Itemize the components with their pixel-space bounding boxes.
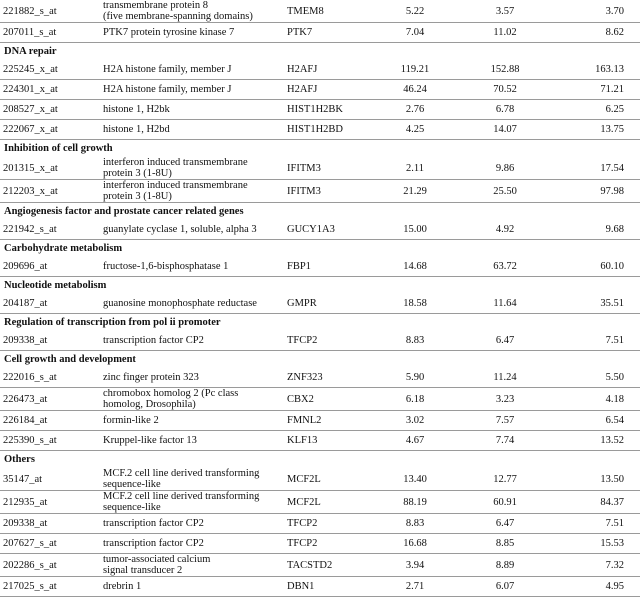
value-cell-2: 8.89 [460, 554, 550, 577]
gene-symbol-cell: GUCY1A3 [280, 220, 370, 240]
table-row [0, 180, 640, 203]
value-cell-1: 119.21 [370, 60, 460, 80]
gene-symbol-cell: PTK7 [280, 23, 370, 43]
value-cell-3: 3.70 [550, 0, 640, 23]
probe-id-cell: 226473_at [0, 388, 100, 411]
value-cell-1: 2.11 [370, 157, 460, 180]
probe-id-cell: 204187_at [0, 294, 100, 314]
gene-symbol-cell: H2AFJ [280, 60, 370, 80]
value-cell-2: 11.24 [460, 368, 550, 388]
table-row [0, 157, 640, 180]
value-cell-1: 13.40 [370, 468, 460, 491]
description-cell: guanylate cyclase 1, soluble, alpha 3 [100, 220, 280, 240]
probe-id-cell: 226184_at [0, 411, 100, 431]
gene-symbol-cell: DBN1 [280, 577, 370, 597]
section-header-row [0, 240, 640, 258]
value-cell-1: 3.94 [370, 554, 460, 577]
section-header-row [0, 314, 640, 332]
value-cell-3: 97.98 [550, 180, 640, 203]
value-cell-3: 71.21 [550, 80, 640, 100]
probe-id-cell: 217025_s_at [0, 577, 100, 597]
probe-id-cell: 221882_s_at [0, 0, 100, 23]
value-cell-2: 7.57 [460, 411, 550, 431]
value-cell-3: 7.51 [550, 331, 640, 351]
description-cell: transcription factor CP2 [100, 534, 280, 554]
value-cell-1: 4.25 [370, 120, 460, 140]
value-cell-1: 7.04 [370, 23, 460, 43]
value-cell-3: 60.10 [550, 257, 640, 277]
gene-symbol-cell: HIST1H2BD [280, 120, 370, 140]
table-row [0, 514, 640, 534]
value-cell-3: 7.51 [550, 514, 640, 534]
section-title: Inhibition of cell growth [4, 143, 113, 154]
description-cell: guanosine monophosphate reductase [100, 294, 280, 314]
probe-id-cell: 201315_x_at [0, 157, 100, 180]
probe-id-cell: 222067_x_at [0, 120, 100, 140]
value-cell-2: 3.23 [460, 388, 550, 411]
value-cell-2: 25.50 [460, 180, 550, 203]
value-cell-2: 152.88 [460, 60, 550, 80]
gene-symbol-cell: TACSTD2 [280, 554, 370, 577]
value-cell-2: 9.86 [460, 157, 550, 180]
value-cell-3: 6.54 [550, 411, 640, 431]
table-row [0, 368, 640, 388]
probe-id-cell: 202286_s_at [0, 554, 100, 577]
table-row [0, 411, 640, 431]
probe-id-cell: 35147_at [0, 468, 100, 491]
gene-symbol-cell: TMEM8 [280, 0, 370, 23]
probe-id-cell: 225245_x_at [0, 60, 100, 80]
probe-id-cell: 212203_x_at [0, 180, 100, 203]
gene-symbol-cell: TFCP2 [280, 331, 370, 351]
description-cell: transcription factor CP2 [100, 514, 280, 534]
gene-symbol-cell: CBX2 [280, 388, 370, 411]
probe-id-cell: 207011_s_at [0, 23, 100, 43]
gene-symbol-cell: MCF2L [280, 468, 370, 491]
description-cell: histone 1, H2bk [100, 100, 280, 120]
value-cell-3: 35.51 [550, 294, 640, 314]
description-cell: interferon induced transmembrane protein 3 (1-8U) [100, 157, 280, 180]
section-header-row [0, 351, 640, 369]
table-row [0, 331, 640, 351]
description-cell: drebrin 1 [100, 577, 280, 597]
table-row [0, 388, 640, 411]
probe-id-cell: 209338_at [0, 514, 100, 534]
table-row [0, 0, 640, 23]
probe-id-cell: 208527_x_at [0, 100, 100, 120]
value-cell-2: 6.07 [460, 577, 550, 597]
value-cell-2: 14.07 [460, 120, 550, 140]
table-row [0, 60, 640, 80]
value-cell-1: 2.76 [370, 100, 460, 120]
value-cell-1: 15.00 [370, 220, 460, 240]
table-row [0, 80, 640, 100]
description-cell: H2A histone family, member J [100, 60, 280, 80]
value-cell-3: 5.50 [550, 368, 640, 388]
description-cell: transcription factor CP2 [100, 331, 280, 351]
value-cell-3: 13.75 [550, 120, 640, 140]
value-cell-1: 18.58 [370, 294, 460, 314]
table-row [0, 257, 640, 277]
value-cell-3: 4.18 [550, 388, 640, 411]
value-cell-1: 3.02 [370, 411, 460, 431]
gene-symbol-cell: GMPR [280, 294, 370, 314]
table-row [0, 23, 640, 43]
value-cell-1: 6.18 [370, 388, 460, 411]
value-cell-1: 14.68 [370, 257, 460, 277]
gene-symbol-cell: IFITM3 [280, 180, 370, 203]
value-cell-1: 8.83 [370, 331, 460, 351]
description-cell: tumor-associated calcium signal transducer 2 [100, 554, 280, 577]
table-row [0, 294, 640, 314]
gene-symbol-cell: KLF13 [280, 431, 370, 451]
probe-id-cell: 212935_at [0, 491, 100, 514]
gene-symbol-cell: FMNL2 [280, 411, 370, 431]
section-header-row [0, 140, 640, 158]
value-cell-1: 88.19 [370, 491, 460, 514]
probe-id-cell: 209696_at [0, 257, 100, 277]
value-cell-2: 70.52 [460, 80, 550, 100]
description-cell: chromobox homolog 2 (Pc class homolog, Drosophila) [100, 388, 280, 411]
value-cell-1: 5.90 [370, 368, 460, 388]
table-row [0, 577, 640, 597]
value-cell-2: 4.92 [460, 220, 550, 240]
value-cell-3: 8.62 [550, 23, 640, 43]
value-cell-3: 4.95 [550, 577, 640, 597]
gene-symbol-cell: MCF2L [280, 491, 370, 514]
value-cell-1: 21.29 [370, 180, 460, 203]
value-cell-1: 16.68 [370, 534, 460, 554]
value-cell-3: 7.32 [550, 554, 640, 577]
value-cell-3: 13.52 [550, 431, 640, 451]
section-title: Angiogenesis factor and prostate cancer related genes [4, 206, 244, 217]
section-title: Carbohydrate metabolism [4, 243, 123, 254]
value-cell-3: 13.50 [550, 468, 640, 491]
description-cell: Kruppel-like factor 13 [100, 431, 280, 451]
value-cell-2: 7.74 [460, 431, 550, 451]
gene-symbol-cell: HIST1H2BK [280, 100, 370, 120]
table-row [0, 431, 640, 451]
value-cell-1: 5.22 [370, 0, 460, 23]
value-cell-3: 84.37 [550, 491, 640, 514]
table-row [0, 491, 640, 514]
value-cell-2: 12.77 [460, 468, 550, 491]
value-cell-1: 46.24 [370, 80, 460, 100]
table-row [0, 468, 640, 491]
value-cell-3: 9.68 [550, 220, 640, 240]
gene-symbol-cell: H2AFJ [280, 80, 370, 100]
section-title: Nucleotide metabolism [4, 280, 107, 291]
table-row [0, 100, 640, 120]
value-cell-3: 6.25 [550, 100, 640, 120]
value-cell-2: 11.64 [460, 294, 550, 314]
gene-symbol-cell: TFCP2 [280, 534, 370, 554]
description-cell: fructose-1,6-bisphosphatase 1 [100, 257, 280, 277]
value-cell-2: 8.85 [460, 534, 550, 554]
description-cell: H2A histone family, member J [100, 80, 280, 100]
gene-symbol-cell: ZNF323 [280, 368, 370, 388]
description-cell: zinc finger protein 323 [100, 368, 280, 388]
value-cell-3: 17.54 [550, 157, 640, 180]
description-cell: histone 1, H2bd [100, 120, 280, 140]
probe-id-cell: 225390_s_at [0, 431, 100, 451]
section-title: DNA repair [4, 46, 57, 57]
table-row [0, 554, 640, 577]
probe-id-cell: 209338_at [0, 331, 100, 351]
value-cell-3: 15.53 [550, 534, 640, 554]
section-title: Regulation of transcription from pol ii promoter [4, 317, 221, 328]
probe-id-cell: 224301_x_at [0, 80, 100, 100]
description-cell: MCF.2 cell line derived transforming sequence-like [100, 491, 280, 514]
value-cell-1: 4.67 [370, 431, 460, 451]
value-cell-3: 163.13 [550, 60, 640, 80]
section-header-row [0, 277, 640, 295]
description-cell: MCF.2 cell line derived transforming sequence-like [100, 468, 280, 491]
probe-id-cell: 221942_s_at [0, 220, 100, 240]
description-cell: PTK7 protein tyrosine kinase 7 [100, 23, 280, 43]
value-cell-2: 63.72 [460, 257, 550, 277]
section-title: Others [4, 454, 35, 465]
value-cell-1: 8.83 [370, 514, 460, 534]
table-row [0, 120, 640, 140]
probe-id-cell: 207627_s_at [0, 534, 100, 554]
value-cell-2: 3.57 [460, 0, 550, 23]
section-header-row [0, 451, 640, 469]
value-cell-2: 60.91 [460, 491, 550, 514]
probe-id-cell: 222016_s_at [0, 368, 100, 388]
value-cell-2: 6.47 [460, 514, 550, 534]
description-cell: interferon induced transmembrane protein 3 (1-8U) [100, 180, 280, 203]
value-cell-1: 2.71 [370, 577, 460, 597]
description-cell: transmembrane protein 8 (five membrane-spanning domains) [100, 0, 280, 23]
value-cell-2: 11.02 [460, 23, 550, 43]
table-row [0, 220, 640, 240]
description-cell: formin-like 2 [100, 411, 280, 431]
section-header-row [0, 203, 640, 221]
gene-symbol-cell: FBP1 [280, 257, 370, 277]
gene-symbol-cell: TFCP2 [280, 514, 370, 534]
value-cell-2: 6.78 [460, 100, 550, 120]
section-header-row [0, 43, 640, 61]
gene-symbol-cell: IFITM3 [280, 157, 370, 180]
table-row [0, 534, 640, 554]
value-cell-2: 6.47 [460, 331, 550, 351]
section-title: Cell growth and development [4, 354, 136, 365]
